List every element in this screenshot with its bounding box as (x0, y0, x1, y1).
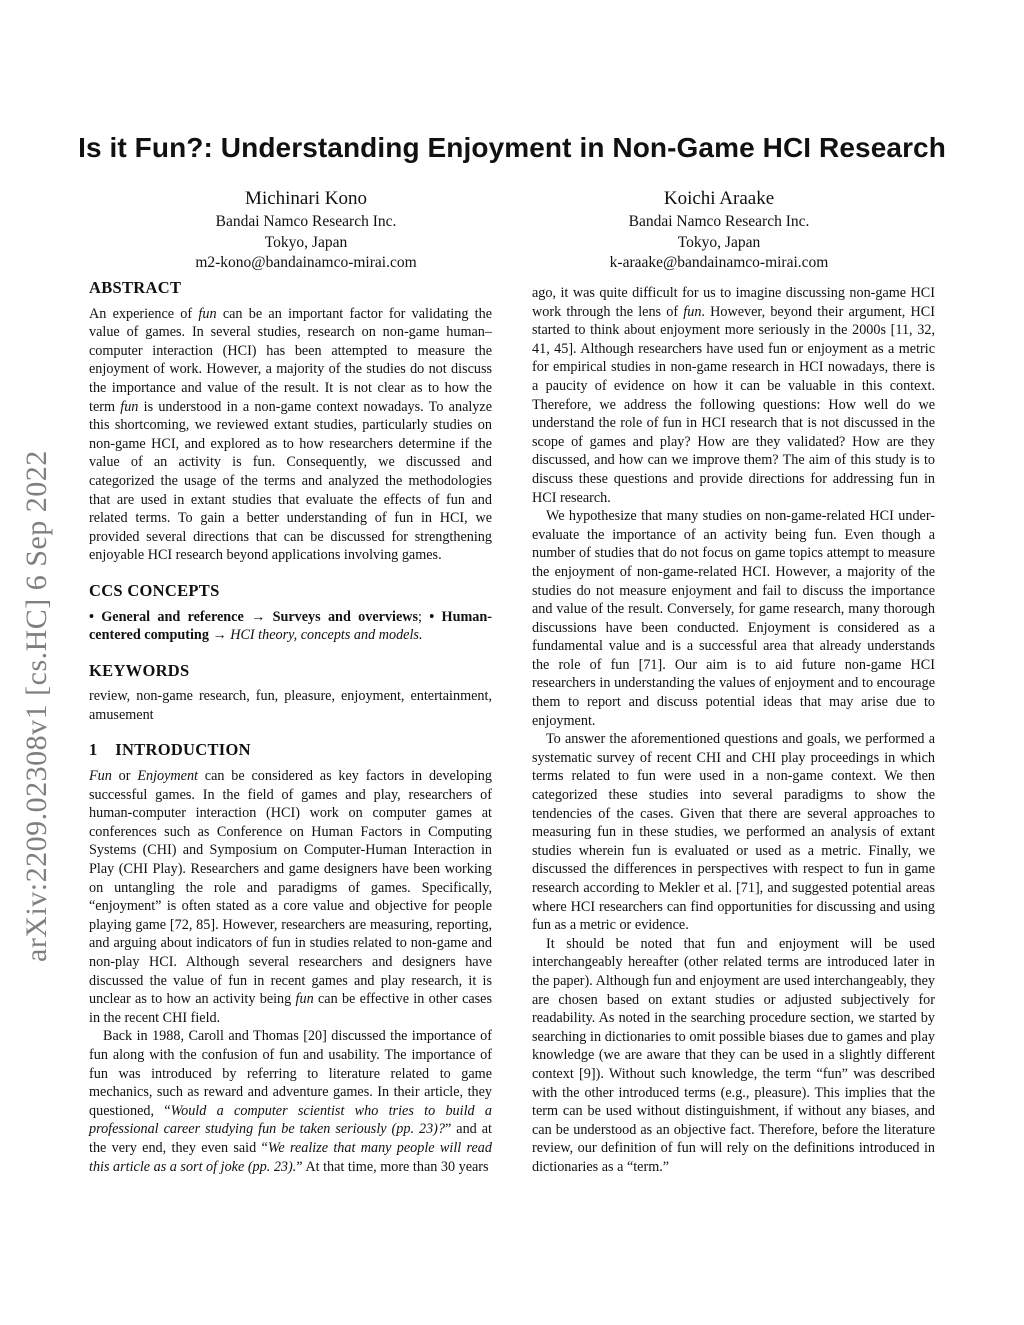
author-name: Michinari Kono (245, 188, 367, 209)
paper-title: Is it Fun?: Understanding Enjoyment in Non-Game HCI Research (78, 132, 946, 163)
introduction-heading: 1 INTRODUCTION (89, 740, 251, 760)
right-paragraph-4: It should be noted that fun and enjoyment will be used interchangeably hereafter (other related terms are introduced later in the paper). Although fun and enjoyment are used interchangeably, they are chosen based on extant studies or adjusted subjectively for readability. As noted in the searching procedure section, we started by searching in dictionaries to omit possible biases due to games and play knowledge (we are aware that they can be used in a slightly different context [9]). Without such knowledge, the term “fun” was described with the other introduced terms (e.g., pleasure). This implies that the term can be used without distinguishment, if without any biases, and can be understood as an objective fact. Therefore, before the literature review, our definition of fun will rely on the definitions introduced in dictionaries as a “term.” (532, 935, 935, 1175)
intro-paragraph-2: Back in 1988, Caroll and Thomas [20] discussed the importance of fun along with the confusion of fun and usability. The importance of fun was introduced by referring to literature related to game mechanics, such as reward and adventure games. In their article, they questioned, “Would a computer scientist who tries to build a professional career studying fun be taken seriously (pp. 23)?” and at the very end, they even said “We realize that many people will read this article as a sort of joke (pp. 23).” At that time, more than 30 years (89, 1028, 492, 1175)
keywords-heading: KEYWORDS (89, 660, 190, 680)
left-column (89, 279, 492, 1176)
author-name: Koichi Araake (663, 188, 775, 209)
author-location: Tokyo, Japan (677, 233, 761, 251)
author-location: Tokyo, Japan (264, 233, 348, 251)
ccs-heading: CCS CONCEPTS (89, 580, 220, 600)
intro-paragraph-1: Fun or Enjoyment can be considered as key factors in developing successful games. In the field of games and play, researchers of human-computer interaction (HCI) work on computer games at conferences such as Conference on Human Factors in Computing Systems (CHI) and Symposium on Computer-Human Interaction in Play (CHI Play). Researchers and game designers have been working on untangling the role and paradigms of games. Specifically, “enjoyment” is often stated as a core value and objective for people playing game [72, 85]. However, researchers are measuring, reporting, and arguing about indicators of fun in studies related to non-game and non-play HCI. Although several researchers and designers have discussed the value of fun in recent games and play research, it is unclear as to how an activity being fun can be effective in other cases in the recent CHI field. (89, 768, 492, 1026)
keywords-text: review, non-game research, fun, pleasure, enjoyment, entertainment, amusement (89, 688, 492, 723)
abstract-heading: ABSTRACT (89, 278, 182, 297)
arxiv-identifier: arXiv:2209.02308v1 [cs.HC] 6 Sep 2022 (20, 450, 53, 962)
abstract-text: An experience of fun can be an important factor for validating the value of games. In several studies, research on non-game human–computer interaction (HCI) has been attempted to measure the enjoyment of work. However, a majority of the studies do not discuss the importance and value of the result. It is not clear as to how the term fun is understood in a non-game context nowadays. To analyze this shortcoming, we reviewed extant studies, particularly studies on non-game HCI, and explored as to how researchers determine if the value of an activity is fun. Consequently, we discussed and categorized the usage of the terms and analyzed the methodologies that are used in extant studies that evaluate the effects of fun and related terms. To gain a better understanding of fun in HCI, we provided several directions that can be discussed for strengthening enjoyable HCI research beyond applications involving games. (89, 305, 493, 564)
author-affiliation: Bandai Namco Research Inc. (215, 213, 397, 230)
author-email[interactable]: m2-kono@bandainamco-mirai.com (195, 254, 417, 271)
ccs-concepts: • General and reference → Surveys and overviews; • Human-centered computing → HCI theory, concepts and models. (89, 608, 493, 644)
right-paragraph-3: To answer the aforementioned questions and goals, we performed a systematic survey of recent CHI and CHI play proceedings in which terms related to fun were used in a non-game context. We then categorized these studies into several paradigms to show the tendencies of the cases. Given that there are several approaches to measuring fun in these studies, we performed an analysis of extant studies wherein fun is evaluated or used as a metric. Finally, we discussed the differences in perspectives with respect to fun in game research according to Mekler et al. [71], and suggested potential areas where HCI researchers can find opportunities for discussing and using fun as a metric or evidence. (532, 731, 935, 934)
right-column (532, 284, 935, 1177)
right-paragraph-2: We hypothesize that many studies on non-game-related HCI under-evaluate the importance of an activity being fun. Even though a number of studies that do not focus on game topics attempt to measure the enjoyment of non-game-related HCI. However, a majority of the studies do not measure enjoyment and fail to discuss the importance and value of the result. Conversely, for game research, many thorough discussions have been conducted. Enjoyment is considered as a fundamental value and is a successful area that already understands the role of fun [71]. Our aim is to aid future non-game HCI researchers in understanding the values of enjoyment and to encourage them to report and discuss potential ideas that may arise due to enjoyment. (532, 508, 935, 729)
right-paragraph-1: ago, it was quite difficult for us to imagine discussing non-game HCI work through the lens of fun. However, beyond their argument, HCI started to think about enjoyment more seriously in the 2000s [11, 32, 41, 45]. Although researchers have used fun or enjoyment as a metric for empirical studies in non-game research in HCI nowadays, there is a paucity of evidence on how it can be valuable in this context. Therefore, we address the following questions: How well do we understand the role of fun in HCI research that is not discussed in the scope of games and play? How are they validated? How are they discussed, and how can we improve them? The aim of this study is to discuss these questions and provide directions for addressing fun in HCI research. (532, 285, 935, 506)
author-block-2 (539, 186, 899, 274)
author-block-1 (126, 186, 486, 274)
author-affiliation: Bandai Namco Research Inc. (628, 213, 810, 230)
author-email[interactable]: k-araake@bandainamco-mirai.com (609, 254, 829, 271)
